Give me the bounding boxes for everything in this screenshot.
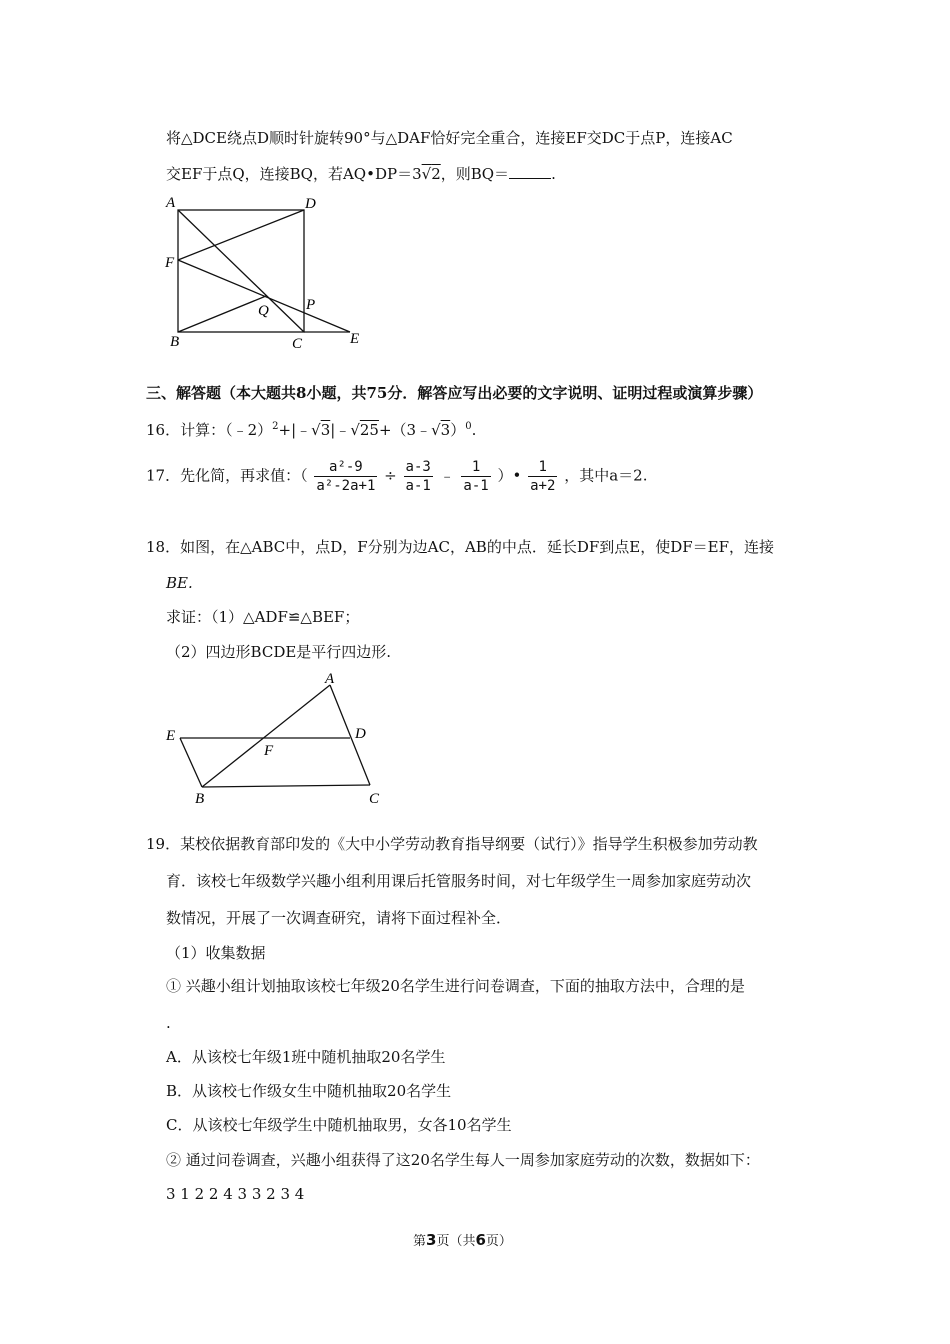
- line-ac: [178, 210, 304, 332]
- label-c: C: [369, 791, 380, 807]
- q19-item1-end: .: [166, 1014, 171, 1032]
- q19-option-c: C．从该校七年级学生中随机抽取男，女各10名学生: [166, 1116, 512, 1134]
- q15-line1: 将△DCE绕点D顺时针旋转90°与△DAF恰好完全重合，连接EF交DC于点P，连接AC: [166, 129, 733, 147]
- fraction-2: $\frac{a-3}{a-1}$: [405, 459, 431, 494]
- q19-line1: 19．某校依据教育部印发的《大中小学劳动教育指导纲要（试行）》指导学生积极参加劳动教: [146, 835, 758, 853]
- q18-figure: [160, 668, 390, 808]
- q15-line2: 交EF于点Q，连接BQ，若AQ•DP＝3√2，则BQ＝ .: [166, 165, 556, 183]
- q19-option-a: A．从该校七年级1班中随机抽取20名学生: [166, 1048, 446, 1066]
- label-b: B: [195, 791, 205, 807]
- label-f: F: [165, 255, 175, 271]
- answer-blank: [509, 164, 551, 179]
- label-e: E: [166, 728, 176, 744]
- line-eb: [180, 738, 202, 787]
- line-ba: [202, 685, 330, 787]
- fraction-4: $\frac{1}{a+2}$: [530, 459, 556, 494]
- page-footer: 第3页（共6页）: [413, 1231, 512, 1249]
- label-d: D: [305, 196, 316, 212]
- q19-data-row: 3 1 2 2 4 3 3 2 3 4: [166, 1185, 305, 1203]
- label-c: C: [292, 336, 303, 352]
- q19-sub1: （1）收集数据: [166, 944, 266, 962]
- q17: 17．先化简，再求值：（ $\frac{\text{a²-9}}{\text{a²-2a+1}}$ ÷ $\frac{a-3}{a-1}$ ﹣ $\frac{1}{a-1}$ ）• $\frac{1}{a+2}$ ，其中a＝2.: [146, 459, 648, 494]
- section-title: 三、解答题（本大题共8小题，共75分．解答应写出必要的文字说明、证明过程或演算步骤）: [146, 384, 763, 402]
- fraction-3: $\frac{1}{a-1}$: [463, 459, 489, 494]
- line-bq: [178, 296, 266, 332]
- label-a: A: [166, 195, 176, 211]
- line-fd: [178, 210, 304, 260]
- label-d: D: [355, 726, 366, 742]
- q19-line2: 育．该校七年级数学兴趣小组利用课后托管服务时间，对七年级学生一周参加家庭劳动次: [166, 872, 752, 890]
- label-a: A: [325, 671, 335, 687]
- label-e: E: [350, 331, 360, 347]
- sqrt-icon: √: [421, 165, 432, 183]
- q19-line3: 数情况，开展了一次调查研究，请将下面过程补全．: [166, 909, 512, 927]
- line-bc: [202, 785, 370, 787]
- label-f: F: [264, 743, 274, 759]
- q18-line4: （2）四边形BCDE是平行四边形.: [166, 643, 392, 661]
- q18-line1: 18．如图，在△ABC中，点D，F分别为边AC，AB的中点．延长DF到点E，使DF＝EF，连接: [146, 538, 775, 556]
- q16: 16．计算：（﹣2）$^2$+|﹣√3|﹣√25+（3﹣√3）$^0$.: [146, 421, 477, 439]
- q18-line3: 求证：（1）△ADF≌△BEF；: [166, 608, 360, 626]
- label-p: P: [306, 297, 316, 313]
- label-q: Q: [258, 303, 269, 319]
- q19-item1: ① 兴趣小组计划抽取该校七年级20名学生进行问卷调查，下面的抽取方法中，合理的是: [166, 977, 745, 995]
- q18-line2: BE.: [166, 574, 193, 592]
- q19-item2: ② 通过问卷调查，兴趣小组获得了这20名学生每人一周参加家庭劳动的次数，数据如下：: [166, 1151, 760, 1169]
- fraction-1: $\frac{\text{a²-9}}{\text{a²-2a+1}}$: [316, 459, 376, 494]
- q19-option-b: B．从该校七作级女生中随机抽取20名学生: [166, 1082, 452, 1100]
- q15-figure: [160, 192, 380, 357]
- label-b: B: [170, 334, 180, 350]
